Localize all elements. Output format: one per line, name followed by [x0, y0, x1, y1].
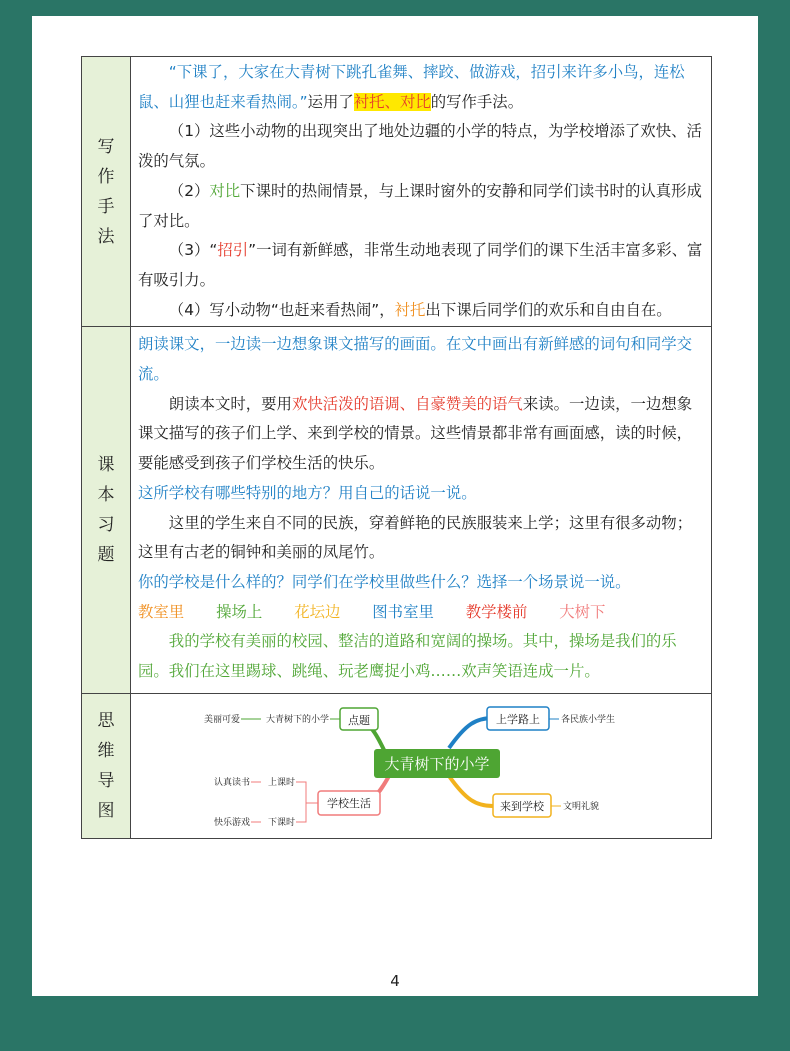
label-char: 图: [97, 800, 115, 821]
branch-label-b1: 点题: [348, 713, 370, 727]
mindmap-diagram: [131, 694, 711, 838]
leaf-b1-1: 大青树下的小学: [265, 714, 329, 725]
scene-option: 大树下: [559, 602, 606, 621]
quote-text: “下课了，大家在大青树下跳孔雀舞、摔跤、做游戏，招引来许多小鸟，连松鼠、山狸也赶来看热闹。”: [138, 63, 685, 111]
leaf-b3-a: 认真读书: [213, 777, 250, 788]
exercises-label: [82, 327, 131, 692]
label-char: 思: [97, 710, 115, 731]
question-1: 朗读课文，一边读一边想象课文描写的画面。在文中画出有新鲜感的词句和同学交流。: [138, 335, 693, 384]
exercises-row: [82, 327, 711, 693]
point-2-key: 对比: [209, 181, 241, 200]
center-node-label: 大青树下的小学: [384, 754, 490, 773]
writing-technique-row: [82, 57, 711, 327]
label-char: 导: [97, 770, 115, 791]
page-number: 4: [390, 972, 400, 990]
label-char: 课: [97, 455, 115, 476]
label-char: 题: [97, 545, 115, 566]
scene-option: 操场上: [216, 602, 263, 621]
answer-1: [138, 390, 705, 479]
leaf-b1-2: 美丽可爱: [203, 714, 240, 725]
label-char: 作: [97, 166, 115, 187]
branch-label-b3: 学校生活: [327, 796, 371, 810]
branch-line-b4: [449, 776, 493, 806]
point-3: [138, 236, 705, 295]
branch-label-b4: 来到学校: [500, 799, 544, 813]
mindmap-label: [82, 694, 131, 838]
branch-b3-fork: [296, 782, 318, 822]
point-3-prefix: （3）“: [168, 241, 218, 260]
scene-option: 花坛边: [294, 602, 341, 621]
scene-options: [138, 598, 705, 628]
quote-paragraph: [138, 58, 705, 117]
technique-highlight: 衬托、对比: [353, 92, 431, 111]
point-1: （1）这些小动物的出现突出了地处边疆的小学的特点，为学校增添了欢快、活泼的气氛。: [138, 122, 702, 171]
point-4-prefix: （4）写小动物“也赶来看热闹”，: [168, 300, 395, 319]
node-b3-b: 下课时: [267, 817, 295, 828]
point-4-rest: 出下课后同学们的欢乐和自由自在。: [425, 300, 672, 319]
writing-technique-label: [82, 57, 131, 326]
question-2: 这所学校有哪些特别的地方？用自己的话说一说。: [138, 483, 477, 502]
branch-label-b2: 上学路上: [496, 712, 540, 726]
leaf-b4: 文明礼貌: [563, 801, 600, 812]
point-4-key: 衬托: [394, 300, 426, 319]
label-char: 法: [97, 226, 115, 247]
point-3-rest: ”一词有新鲜感，非常生动地表现了同学们的课下生活丰富多彩、富有吸引力。: [138, 241, 703, 289]
label-char: 写: [97, 136, 115, 157]
label-char: 本: [97, 485, 115, 506]
answer-1-rest: 来读。一边读，一边想象课文描写的孩子们上学、来到学校的情景。这些情景都非常有画面感，读的时候，要能感受到孩子们学校生活的快乐。: [138, 394, 693, 473]
point-3-key: 招引: [217, 241, 249, 260]
point-2-prefix: （2）: [168, 181, 210, 200]
mindmap-row: [82, 694, 711, 838]
lesson-table: [81, 56, 712, 839]
mindmap-svg: [131, 694, 710, 838]
question-3: 你的学校是什么样的？同学们在学校里做些什么？选择一个场景说一说。: [138, 572, 631, 591]
leaf-b2: 各民族小学生: [561, 714, 616, 725]
leaf-b3-b: 快乐游戏: [213, 817, 250, 828]
exercises-content: [131, 327, 711, 692]
answer-1-key: 欢快活泼的语调、自豪赞美的语气: [291, 394, 523, 413]
answer-1-prefix: 朗读本文时，要用: [168, 394, 292, 413]
point-2-rest: 下课时的热闹情景，与上课时窗外的安静和同学们读书时的认真形成了对比。: [138, 181, 702, 230]
technique-suffix: 的写作手法。: [430, 92, 524, 111]
label-char: 手: [97, 196, 115, 217]
point-2: [138, 177, 705, 236]
answer-2: 这里的学生来自不同的民族，穿着鲜艳的民族服装来上学；这里有很多动物；这里有古老的铜钟和美丽的凤尾竹。: [138, 513, 693, 562]
label-char: 习: [97, 515, 115, 536]
answer-3: 我的学校有美丽的校园、整洁的道路和宽阔的操场。其中，操场是我们的乐园。我们在这里踢球、跳绳、玩老鹰捉小鸡……欢声笑语连成一片。: [138, 632, 677, 681]
point-4: [138, 296, 705, 326]
page-sheet: [32, 16, 758, 996]
writing-technique-content: [131, 57, 711, 326]
scene-option: 教学楼前: [465, 602, 528, 621]
scene-option: 教室里: [138, 602, 185, 621]
scene-option: 图书室里: [372, 602, 434, 621]
used-text: 运用了: [307, 92, 354, 111]
label-char: 维: [97, 740, 115, 761]
node-b3-a: 上课时: [267, 777, 295, 788]
